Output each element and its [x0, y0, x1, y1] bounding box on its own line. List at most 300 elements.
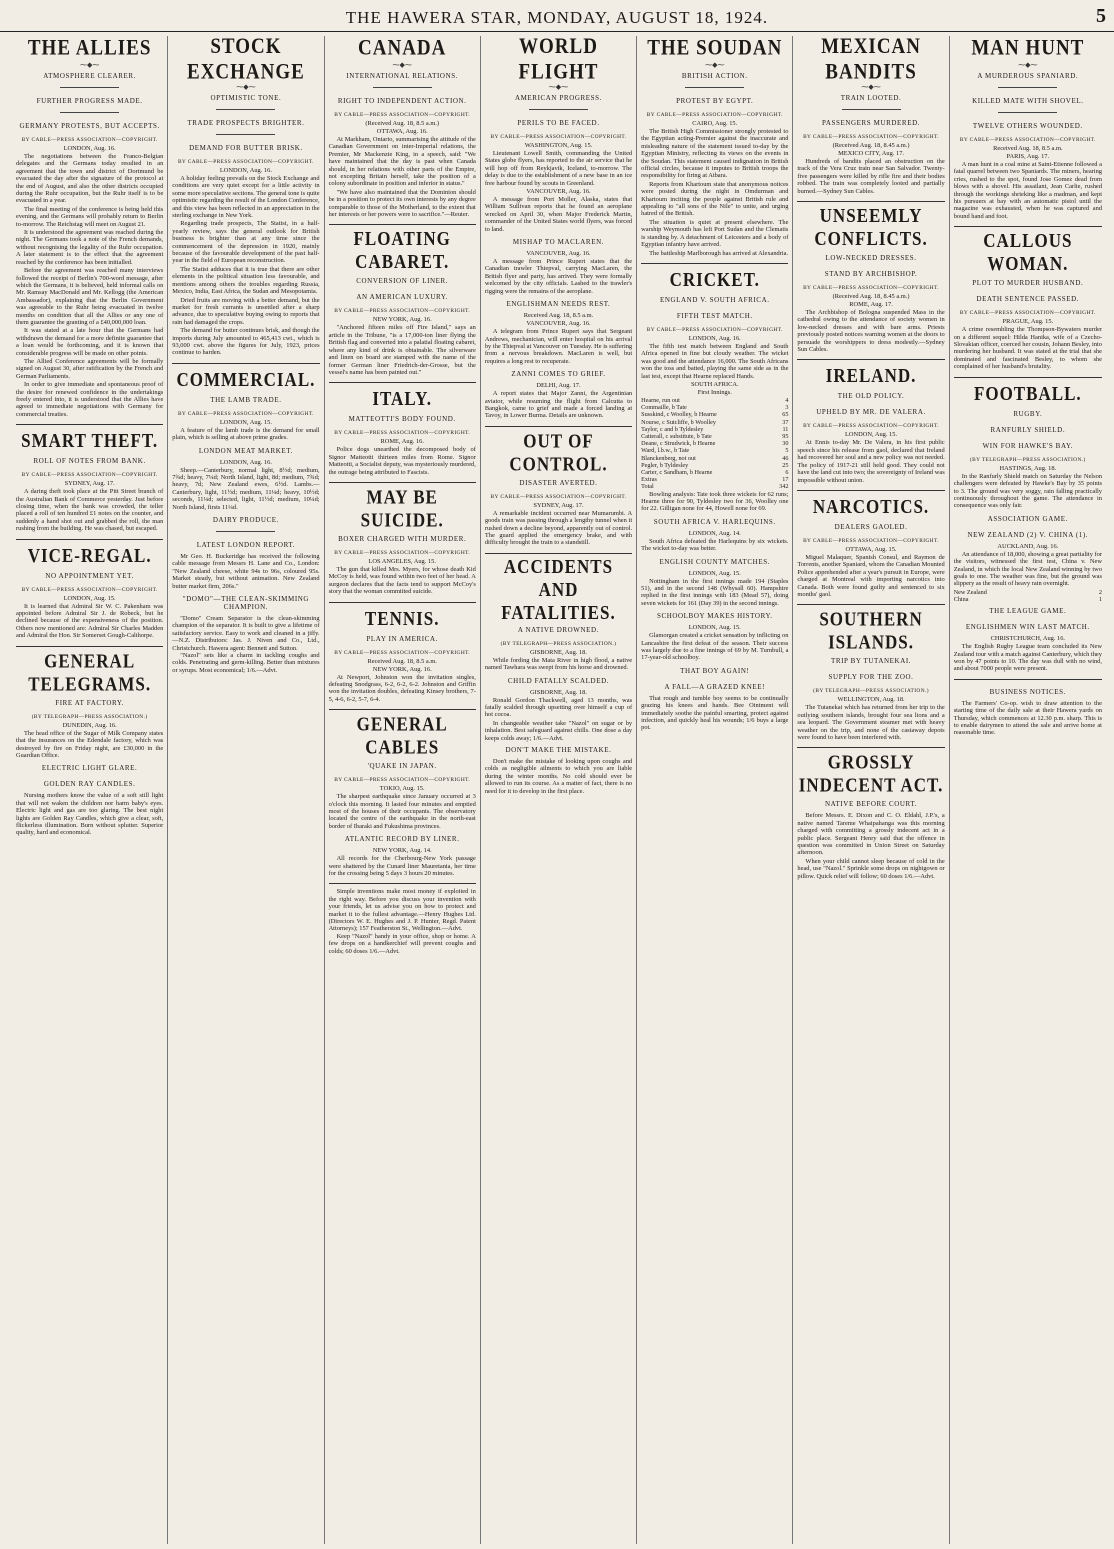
cable-line: BY CABLE—PRESS ASSOCIATION—COPYRIGHT. — [177, 410, 314, 417]
scorecard-table — [641, 397, 788, 483]
score-team: China — [953, 595, 969, 603]
paragraph: It is understood the agreement was reached during the night. The Germans took a note of the French demands, without recognising the legality of the Ruhr occupation. A later statement is to the effect that the agreement reached by the conference has been initialled. — [16, 229, 164, 266]
paragraph: A holiday feeling prevails on the Stock Exchange and conditions are very quiet except for a little activity in some more speculative sections. The general tone is quite optimistic regarding the result of the London Conference, and this view has been reflected in an appreciation in the sterling exchange in New York. — [172, 175, 320, 220]
separator — [329, 883, 476, 884]
article-headline: UNSEEMLY CONFLICTS. — [814, 205, 928, 250]
article-headline: GROSSLY INDECENT ACT. — [798, 751, 944, 797]
score-team: New Zealand — [953, 588, 987, 596]
cable-line: BY CABLE—PRESS ASSOCIATION—COPYRIGHT. — [21, 472, 158, 479]
paragraph: A message from Prince Rupert states that the Canadian trawler Thiepval, carrying MacLaren, the British flyer and party, has arrived. They were formally welcomed by the city officials. Lashed to the trawler's rigging were the remains of the aeroplane. — [484, 258, 633, 295]
batsman: Susskind, c Woolley, b Hearne — [641, 411, 717, 419]
paragraph: Glamorgan created a cricket sensation by inflicting on Lancashire the first defeat of the season. Their success was largely due to a fine innings of 69 by M. Turnbull, a 17-year-old schoolboy. — [641, 632, 789, 662]
article-headline: FLOATING CABARET. — [353, 228, 451, 274]
received-line: (Received Aug. 18, 8.45 a.m.) — [832, 293, 910, 301]
paragraph: Bowling analysis: Tate took three wickets for 62 runs; Hearne three for 90, Tyldesley two for 36, Woolley one for 22. Gilligan none for 44, Howell none for 69. — [641, 490, 789, 513]
paragraph: The English Rugby League team concluded its New Zealand tour with a match against Canterbury, which they won by 47 points to 10. The day was dull with no wind, and about 7000 people were present. — [953, 643, 1102, 673]
column-4 — [481, 36, 637, 1544]
masthead — [0, 0, 1114, 32]
separator — [954, 377, 1102, 378]
dateline: LONDON, Aug. 15. — [845, 431, 898, 439]
runs: 25 — [782, 461, 789, 469]
advertisement: Don't make the mistake of looking upon coughs and colds as negligible ailments to which you are liable during the winter months. No cold should ever be allowed to run its course. As a matter of fact, there is no need for it to develop in the first place. — [484, 758, 633, 795]
paragraph: Reports from Khartoum state that anonymous notices were posted during the night in Omdurman and Khartoum inciting the people against British rule and appealing to "all sons of the Nile" to unite, and urging hatred of the British. — [641, 180, 789, 218]
article-headline: GENERAL CABLES — [356, 713, 448, 759]
subheading: FIFTH TEST MATCH. — [676, 311, 753, 320]
paragraph: Nottingham in the first innings made 194 (Staples 51), and in the second 148 (Whysall 60). Hampshire replied in the first innings with 183 (Mead 57), doing seven wickets for 161 (Day 39) in the second innings. — [641, 577, 789, 607]
scorecard-row — [641, 411, 788, 418]
subheading: SCHOOLBOY MAKES HISTORY. — [656, 612, 773, 621]
subheading: NEW ZEALAND (2) V. CHINA (1). — [967, 530, 1089, 539]
subheading: NO APPOINTMENT YET. — [45, 571, 134, 580]
ad-heading: GOLDEN RAY CANDLES. — [43, 780, 136, 789]
subheading: THE LAMB TRADE. — [210, 395, 282, 404]
dateline: LOS ANGELES, Aug. 15. — [368, 557, 436, 565]
advertisement: Nursing mothers know the value of a soft still light that will not waken the children nor harm baby's eyes. Electric light and gas are too glaring. The best night lights are Golden Ray Candles, which give a clear, soft, flickerless illumination. Burn without splutter. Superior quality, hard and economical. — [16, 792, 164, 837]
subheading: GERMANY PROTESTS, BUT ACCEPTS. — [19, 122, 160, 130]
subheading: DEMAND FOR BUTTER BRISK. — [189, 144, 303, 152]
cable-line: BY CABLE—PRESS ASSOCIATION—COPYRIGHT. — [490, 134, 627, 140]
scorecard-row — [641, 426, 788, 433]
total-value: 342 — [779, 483, 789, 491]
subheading: TWELVE OTHERS WOUNDED. — [972, 122, 1083, 130]
paragraph: A telegram from Prince Rupert says that Sergeant Andrews, mechanician, will enter hospital on his arrival by the Thiepval at Vancouver on Tuesday. He is suffering from a nervous breakdown. MacLaren is well, but requires a long rest to recuperate. — [484, 328, 633, 365]
dateline: VANCOUVER, Aug. 16. — [526, 188, 591, 196]
ornament: ⁓◆⁓ — [1018, 61, 1038, 69]
subheading: WIN FOR HAWKE'S BAY. — [982, 441, 1074, 450]
paragraph: Regarding trade prospects, The Statist, in a half-yearly review, says the general outlook for British business is brighter than at any time since the commencement of the depression in 1920, mainly because of the favourable development of the past half-year in the field of European reconstruction. — [172, 220, 320, 265]
subheading: TRIP BY TUTANEKAI. — [830, 657, 912, 666]
subheading: THE OLD POLICY. — [837, 392, 905, 401]
paragraph: The negotiations between the Franco-Belgian delegates and the Germans today resulted in an agreement that the town and district of Dortmund be evacuated the day after the signature of the protocol at the end of August, and also the other districts occupied during the Ruhr occupation, but the Ruhr itself is to be evacuated in a year. — [16, 153, 164, 205]
article-headline: CANADA — [358, 36, 447, 61]
received-line: Received Aug. 18, 8.5 a.m. — [523, 312, 594, 320]
subheading: ROLL OF NOTES FROM BANK. — [33, 457, 146, 466]
rule — [60, 112, 119, 113]
paragraph: It was stated at a late hour that the Germans had withdrawn the demand for a more definite guarantee that a loan would be forthcoming, and it is known that considerable progress will be made on other points. — [16, 327, 164, 357]
subheading: DEATH SENTENCE PASSED. — [976, 295, 1080, 304]
rule — [60, 87, 119, 88]
cable-line: BY CABLE—PRESS ASSOCIATION—COPYRIGHT. — [803, 134, 940, 140]
cable-line: (BY TELEGRAPH—PRESS ASSOCIATION.) — [31, 713, 148, 720]
advertisement: Keep "Nazol" handy in your office, shop or home. A few drops on a handkerchief will prevent coughs and colds; 60 doses 1/6.—Advt. — [328, 932, 476, 955]
separator — [641, 263, 788, 264]
scorecard-row — [641, 469, 788, 476]
article-headline: OUT OF CONTROL. — [509, 429, 608, 475]
column-7 — [950, 36, 1106, 1544]
rule — [998, 87, 1057, 88]
paragraph: A crime resembling the Thompson-Bywaters murder on a different sequel: Hilda Hanika, wife of a Czecho-Slovakian officer, coerced her cousin, Johann Besley, into murdering her husband. It was stated at the trial that she dominated and fascinated Besley, to whom she complained of her husband's brutality. — [953, 326, 1102, 371]
paragraph: A feature of the lamb trade is the demand for small plain, which is selling at above prime grades. — [172, 426, 320, 442]
subheading: FIRE AT FACTORY. — [55, 698, 125, 707]
scorecard-subtitle: First Innings. — [697, 388, 732, 396]
subheading: PLAY IN AMERICA. — [366, 634, 438, 643]
subheading: INTERNATIONAL RELATIONS. — [346, 72, 459, 80]
runs: 46 — [782, 454, 789, 462]
paragraph: All records for the Cherbourg-New York passage were shattered by the Cunard liner Mauretania, her time for the crossing being 5 days 3 hours 20 minutes. — [328, 855, 476, 878]
ad-heading: DON'T MAKE THE MISTAKE. — [505, 746, 612, 755]
batsman: Carter, c Sandham, b Hearne — [641, 468, 713, 476]
scorecard-row — [641, 419, 788, 426]
paragraph: At Markham, Ontario, summarising the attitude of the Canadian Government on inter-Imperial relations, the Premier, Mr Mackenzie King, in a speech, said: "We have maintained that the day is past when Canada should, in her relations with other parts of the Empire, not excepting Britain herself, take the position of a colony subordinate in position and inferior in status." — [328, 136, 476, 188]
column-2 — [168, 36, 324, 1544]
score-value: 2 — [1098, 588, 1102, 596]
scorecard-row — [641, 404, 788, 411]
subheading: UPHELD BY MR. DE VALERA. — [816, 408, 926, 417]
subheading: PASSENGERS MURDERED. — [821, 119, 921, 127]
cable-line: BY CABLE—PRESS ASSOCIATION—COPYRIGHT. — [334, 649, 471, 656]
cable-line: BY CABLE—PRESS ASSOCIATION—COPYRIGHT. — [959, 137, 1096, 143]
subheading: LATEST LONDON REPORT. — [196, 541, 296, 549]
advertisement: "Nazol" sets like a charm in tackling coughs and colds. Penetrating and germ-killing. Better than mixtures or syrups. Most economical; 1/6.—Advt. — [172, 652, 320, 674]
dateline: VANCOUVER, Aug. 16. — [526, 320, 591, 328]
paragraph: At Newport, Johnston won the invitation singles, defeating Snodgrass, 6-2, 6-2, 6-2. Johnston and Griffin won the invitation doubles, defeating Kinsey brothers, 7-5, 4-6, 6-2, 5-7, 6-4. — [328, 673, 476, 703]
received-line: Received Aug. 18, 8.5 a.m. — [367, 657, 437, 665]
subheading: AMERICAN PROGRESS. — [514, 94, 602, 102]
subheading: FURTHER PROGRESS MADE. — [36, 97, 143, 105]
cable-line: BY CABLE—PRESS ASSOCIATION—COPYRIGHT. — [803, 537, 940, 544]
dateline: CAIRO, Aug. 15. — [692, 120, 738, 127]
dateline: GISBORNE, Aug. 18. — [529, 688, 587, 696]
paragraph: A remarkable incident occurred near Mumarumbi. A goods train was passing through a lengthy tunnel when it rushed down a decline beyond, apparently out of control. The guard applied the emergency brake, and with difficulty brought the train to a standstill. — [484, 509, 633, 547]
scorecard-row — [641, 433, 788, 440]
separator — [172, 363, 319, 364]
cable-line: BY CABLE—PRESS ASSOCIATION—COPYRIGHT. — [334, 549, 471, 556]
dateline: LONDON, Aug. 16. — [63, 145, 116, 152]
article-headline: GENERAL TELEGRAMS. — [28, 649, 152, 695]
subheading: A MURDEROUS SPANIARD. — [977, 72, 1079, 80]
paragraph: The gun that killed Mrs. Myers, for whose death Kid McCoy is held, was found within two feet of her head. A surgeon declares that the facts tend to support McCoy's story that the woman committed suicide. — [328, 565, 476, 596]
dateline: WELLINGTON, Aug. 18. — [837, 696, 905, 704]
ornament: ⁓◆⁓ — [79, 61, 100, 69]
scorecard-title: SOUTH AFRICA. — [690, 380, 739, 388]
cable-line: BY CABLE—PRESS ASSOCIATION—COPYRIGHT. — [490, 493, 627, 500]
batsman: Commaille, b Tate — [641, 404, 687, 412]
subheading: TRADE PROSPECTS BRIGHTER. — [187, 119, 305, 127]
paragraph: The British High Commissioner strongly protested to the Egyptian acting-Premier against the inaccurate and misleading nature of the statement issued to-day by the Egyptian Ministry, reflecting its views on the events in the Soudan. This statement caused indignation in British official circles, because it imputes to British troops the responsibility for firing at Atbara. — [641, 128, 789, 180]
paragraph: The fifth test match between England and South Africa opened in fine but cloudy weather. The wicket was good and the attendance 16,000. The South Africans won the toss and batted, playing the same side as in the last test, except that Hearne replaced Hands. — [641, 342, 789, 380]
article-headline: VICE-REGAL. — [27, 544, 152, 567]
dateline: DELHI, Aug. 17. — [536, 382, 581, 390]
ornament: ⁓◆⁓ — [548, 83, 569, 91]
article-headline: TENNIS. — [364, 607, 440, 629]
batsman: Hearne, run out — [641, 396, 680, 404]
dateline: NEW YORK, Aug. 16. — [372, 316, 432, 324]
separator — [485, 426, 632, 427]
newspaper-title: THE HAWERA STAR, MONDAY, AUGUST 18, 1924. — [345, 8, 769, 27]
dateline: CHRISTCHURCH, Aug. 16. — [990, 635, 1066, 643]
cable-line: BY CABLE—PRESS ASSOCIATION—COPYRIGHT. — [646, 112, 783, 118]
dateline: LONDON, Aug. 15. — [219, 418, 272, 426]
batsman: Nourse, c Sutcliffe, b Woolley — [641, 418, 717, 426]
dateline: NEW YORK, Aug. 16. — [372, 665, 432, 673]
runs: 5 — [785, 447, 789, 455]
paragraph: The situation is quiet at present elsewhere. The warship Weymouth has left Port Sudan and the Clematis is standing by. A detachment of Leicesters and a body of Egyptian infantry have arrived. — [641, 218, 789, 249]
dateline: ROME, Aug. 16. — [380, 438, 424, 446]
scorecard-row — [641, 447, 788, 454]
scorecard-total — [641, 483, 788, 490]
subheading: THE LEAGUE GAME. — [989, 607, 1067, 616]
runs: 65 — [782, 411, 789, 419]
batsman: Catterall, c substitute, b Tate — [641, 432, 712, 440]
column-3 — [325, 36, 481, 1544]
dateline: ROME, Aug. 17. — [849, 301, 893, 309]
dateline: LONDON, Aug. 15. — [688, 624, 741, 632]
subheading: PROTEST BY EGYPT. — [676, 97, 754, 105]
paragraph: A message from Port Moller, Alaska, states that William Sullivan reports that he found an aeroplane wrecked on April 30, when Major Frederick Martin, commander of the United States world flyers, was forced to land. — [484, 196, 633, 233]
cable-line: (BY TELEGRAPH—PRESS ASSOCIATION.) — [500, 640, 617, 647]
dateline: GISBORNE, Aug. 18. — [529, 648, 587, 656]
subheading: PLOT TO MURDER HUSBAND. — [972, 279, 1084, 288]
dateline: MEXICO CITY, Aug. 17. — [838, 150, 904, 157]
rule — [216, 109, 275, 110]
paragraph: "Anchored fifteen miles off Fire Island," says an article in the Tribune, "is a 17,000-ton liner flying the British flag and converted into a palatial floating cabaret, where any kind of drink is obtainable. The silverware and linen on board are stamped with the name of the former German liner Friedrich-der-Grosse, but the vessel's name has been painted out." — [328, 324, 476, 376]
article-headline: WORLD FLIGHT — [518, 36, 599, 85]
dateline: NEW YORK, Aug. 14. — [372, 847, 432, 855]
scorecard-row — [641, 462, 788, 469]
cable-line: BY CABLE—PRESS ASSOCIATION—COPYRIGHT. — [334, 308, 471, 315]
paragraph: The Allied Conference agreements will be formally signed on August 30, after ratification by the French and German Parliaments. — [16, 357, 164, 380]
dateline: SYDNEY, Aug. 17. — [533, 501, 584, 509]
dateline: VANCOUVER, Aug. 16. — [526, 250, 591, 258]
scorecard-row — [641, 455, 788, 462]
article-headline: MAN HUNT — [971, 36, 1085, 61]
dateline: PARIS, Aug. 17. — [1006, 153, 1050, 160]
paragraph: Miguel Malaquer, Spanish Consul, and Raymon de Torrents, another Spaniard, whom the Canadian Mounted Police apprehended after a year's pursuit in Europe, were charged at Montreal with importing narcotics into Canada. Both were found guilty and sentenced to six months' gaol. — [797, 553, 945, 598]
paragraph: It is learned that Admiral Sir W. C. Pakenham was appointed before Admiral Sir J. de Robeck, but he declined because of the expensiveness of the position. Others now mentioned are: Admiral Sir Charles Madden and Admiral the Hon. Sir Somerset Gough-Calthorpe. — [16, 602, 164, 640]
batsman: Blanckenberg, not out — [641, 454, 696, 462]
column-6 — [793, 36, 949, 1544]
separator — [329, 382, 476, 383]
dateline: TOKIO, Aug. 15. — [379, 785, 425, 793]
subheading: A NATIVE DROWNED. — [517, 625, 600, 634]
ornament: ⁓◆⁓ — [236, 83, 256, 91]
cable-line: BY CABLE—PRESS ASSOCIATION—COPYRIGHT. — [177, 159, 314, 165]
subheading: RIGHT TO INDEPENDENT ACTION. — [337, 97, 467, 105]
cable-line: BY CABLE—PRESS ASSOCIATION—COPYRIGHT. — [803, 285, 940, 292]
dateline: OTTAWA, Aug. 16. — [376, 128, 428, 135]
paragraph: "We have also maintained that the Dominion should be in a position to protect its own interests by any degree comparable to those of the Motherland, to the extent that her interests or her powers were to sacrifice."—Reuter. — [328, 188, 476, 219]
dateline: LONDON, Aug. 16. — [688, 334, 741, 342]
ad-heading: "DOMO"—THE CLEAN-SKIMMING CHAMPION. — [182, 595, 310, 612]
separator — [329, 602, 476, 603]
subheading: 'QUAKE IN JAPAN. — [367, 762, 437, 771]
paragraph: The final meeting of the conference is being held this evening, and the Germans will probably return to Berlin to-morrow. The Reichstag will meet on August 21. — [16, 205, 164, 228]
ad-heading: A FALL—A GRAZED KNEE! — [664, 682, 766, 691]
advertisement: When your child cannot sleep because of cold in the head, use "Nazol." Sprinkle some drops on nightgown or pillow. Quick relief will follow; 60 doses 1/6.—Advt. — [797, 857, 945, 880]
runs: 17 — [782, 476, 789, 484]
paragraph: An attendance of 18,000, showing a great partiality for the visitors, witnessed the first test, China v. New Zealand, in which the local New Zealand winning by two goals to one. The weather was fine, but the ground was slippery as the result of heavy rain overnight. — [953, 550, 1102, 588]
subheading: ENGLISHMAN NEEDS REST. — [506, 300, 611, 309]
ornament: ⁓◆⁓ — [705, 61, 725, 69]
dateline: LONDON, Aug. 14. — [688, 529, 741, 537]
paragraph: In the Ranfurly Shield match on Saturday the Nelson challengers were defeated by Hawke's Bay by 35 points to 3. The ground was very soggy, rain falling practically continuously throughout the game. The attendance in consequence was only fair. — [953, 472, 1102, 510]
total-label: Total — [641, 483, 654, 491]
subheading: DEALERS GAOLED. — [834, 522, 908, 531]
article-headline: NARCOTICS. — [812, 495, 930, 518]
score-table — [954, 589, 1102, 603]
ornament: ⁓◆⁓ — [861, 83, 881, 91]
rule — [998, 112, 1057, 113]
advertisement: Simple inventions make most money if exploited in the right way. Before you discuss your invention with your friends, let us advise you on how to protect and market it to the fullest advantage.—Henry Hughes Ltd. (Directors W. E. Hughes and J. P. Hunter, Regd. Patent Attorneys); 157 Featherston St., Wellington.—Advt. — [328, 888, 476, 933]
paragraph: While fording the Mata River in high flood, a native named Tawhara was swept from his horse and drowned. — [484, 656, 633, 672]
batsman: Deane, c Strudwick, b Hearne — [641, 440, 716, 448]
ad-heading: ELECTRIC LIGHT GLARE. — [41, 764, 138, 773]
batsman: Ward, l.b.w., b Tate — [641, 447, 690, 455]
scorecard-row — [641, 440, 788, 447]
paragraph: A report states that Major Zanni, the Argentinian aviator, while resuming the flight from Calcutta to Bangkok, came to grief and made a forced landing at Tavoy, in Lower Burma. Details are unknown. — [484, 390, 633, 420]
scorecard-row — [641, 397, 788, 404]
article-headline: CRICKET. — [669, 268, 760, 291]
subheading: STAND BY ARCHBISHOP. — [824, 270, 918, 279]
cable-line: BY CABLE—PRESS ASSOCIATION—COPYRIGHT. — [334, 430, 471, 437]
cable-line: BY CABLE—PRESS ASSOCIATION—COPYRIGHT. — [959, 310, 1096, 317]
received-line: (Received Aug. 18, 8.5 a.m.) — [365, 120, 440, 127]
subheading: ASSOCIATION GAME. — [987, 514, 1068, 523]
paragraph: South Africa defeated the Harlequins by six wickets. The wicket to-day was better. — [641, 537, 789, 553]
dateline: SYDNEY, Aug. 17. — [64, 480, 115, 488]
runs: 3 — [785, 404, 789, 412]
cable-line: BY CABLE—PRESS ASSOCIATION—COPYRIGHT. — [334, 112, 471, 118]
paragraph: The demand for butter continues brisk, and though the imports during July amounted to 465,413 cwt., which is 93,000 cwt. above the figures for July, 1923, prices continue to harden. — [172, 327, 320, 357]
article-headline: MAY BE SUICIDE. — [360, 485, 444, 531]
subheading: SOUTH AFRICA V. HARLEQUINS. — [653, 517, 776, 526]
score-value: 1 — [1098, 595, 1102, 603]
cable-line: (BY TELEGRAPH—PRESS ASSOCIATION.) — [969, 456, 1086, 463]
paragraph: At Ennis to-day Mr. De Valera, in his first public speech since his release from gaol, declared that Ireland had recovered her soul and a new policy was not needed. The policy of 1917-21 still held good. They could not have the land cut into two; the sovereignty of Ireland was impossible without union. — [797, 439, 945, 484]
subheading: TRAIN LOOTED. — [840, 94, 902, 102]
paragraph: Before Messrs. E. Dixon and C. O. Eldahl, J.P.'s, a native named Tareme Whaipahanga was this morning charged with committing a grossly indecent act in a public place. Sergeant Henry said that the offence in question was committed in Union Street on Saturday afternoon. — [797, 812, 945, 857]
article-headline: ACCIDENTS AND FATALITIES. — [501, 555, 616, 624]
dateline: HASTINGS, Aug. 18. — [999, 464, 1057, 472]
runs: 95 — [782, 432, 789, 440]
rule — [216, 134, 275, 135]
separator — [16, 539, 163, 540]
paragraph: A daring theft took place at the Pitt Street branch of the Australian Bank of Commerce yesterday. Just before closing time, when the bank was crowded, the teller placed a roll of ten hundred £1 notes on the counter, and suddenly a hand shot out and grabbed the roll, the man rushing from the building. He was chased, but escaped. — [16, 488, 164, 533]
batsman: Pegler, b Tyldesley — [641, 461, 689, 469]
rule — [529, 109, 588, 110]
batsman: Taylor, c and b Tyldesley — [641, 425, 704, 433]
separator — [16, 646, 163, 647]
subheading: RANFURLY SHIELD. — [990, 425, 1066, 434]
paragraph: Sheep.—Canterbury, normal light, 8½d; medium, 7¾d; heavy, 7¼d; North Island, light, 8d; medium, 7¾d; heavy, 7d; New Zealand ewes, 6½d. Lambs.—Canterbury, light, 11½d; medium, 11¼d; heavy, 10½d; seconds, 11¼d; selected, light, 11½d; medium, 10¼d; North Island, firsts 11¼d. — [172, 466, 320, 511]
advertisement: "Domo" Cream Separator is the clean-skimming champion of the separator. It is built to give a lifetime of satisfactory service. Easy to work and cleaned in a jiffy.—N.Z. Distributors: Jas. J. Niven and Co., Ltd., Christchurch. Hawera agent: Bennett and Sutton. — [172, 615, 320, 652]
page-number: 5 — [1096, 5, 1106, 27]
cable-line: BY CABLE—PRESS ASSOCIATION—COPYRIGHT. — [21, 586, 158, 593]
cable-line: BY CABLE—PRESS ASSOCIATION—COPYRIGHT. — [646, 326, 783, 333]
subheading: SUPPLY FOR THE ZOO. — [828, 673, 914, 682]
subheading: ENGLISHMEN WIN LAST MATCH. — [965, 623, 1090, 632]
subheading: NATIVE BEFORE COURT. — [824, 800, 918, 809]
dateline: LONDON, Aug. 16. — [219, 458, 272, 466]
advertisement: In changeable weather take "Nazol" on sugar or by inhalation. Best safeguard against chills. One dose a day keeps colds away; 1/6.—Advt. — [484, 719, 633, 742]
subheading: PERILS TO BE FACED. — [517, 119, 600, 127]
rule — [685, 87, 744, 88]
subheading: LOW-NECKED DRESSES. — [825, 254, 917, 263]
separator — [797, 490, 944, 491]
article-headline: COMMERCIAL. — [176, 368, 316, 391]
paragraph: A man hunt in a coal mine at Saint-Etienne followed a fatal quarrel between two Spaniards. The miners, hearing cries, rushed to the spot, found Jose Gomez dead from blows with a shovel. His assailant, Jean Carlie, rushed through the workings shrieking like a madman, and kept his pursuers at bay with an automatic pistol until the magazine was exhausted, when he was captured and bound hand and foot. — [953, 161, 1102, 220]
subheading: CHILD FATALLY SCALDED. — [507, 676, 610, 685]
subheading: BUSINESS NOTICES. — [989, 687, 1066, 696]
article-headline: CALLOUS WOMAN. — [983, 230, 1073, 276]
article-headline: SOUTHERN ISLANDS. — [819, 608, 923, 654]
subheading: BRITISH ACTION. — [681, 72, 748, 80]
received-line: (Received Aug. 18, 8.45 a.m.) — [832, 142, 910, 149]
paragraph: The Tutanekai which has returned from her trip to the outlying southern islands, brought four sea lions and a sea leopard. The Government steamer met with heavy weather on the trip, and none of the castaway depots were found to have been interfered with. — [797, 704, 945, 741]
paragraph: The Archbishop of Bologna suspended Mass in the cathedral owing to the attendance of society women in low-necked dresses and with bare arms. Priests previously posted notices warning women at the doors to persuade the worshippers to dress modestly.—Sydney Sun Cables. — [797, 309, 945, 354]
paragraph: Dried fruits are moving with a better demand, but the market for fresh currants is unsettled after a sharp advance, due to speculative buying owing to reports that rain had damaged the crops. — [172, 296, 320, 326]
paragraph: Ronald Gordon Thackwell, aged 13 months, was fatally scalded through upsetting over himself a cup of hot cocoa. — [484, 696, 633, 719]
article-headline: MEXICAN BANDITS — [821, 36, 921, 85]
subheading: ZANNI COMES TO GRIEF. — [511, 370, 606, 379]
subheading: ATMOSPHERE CLEARER. — [43, 72, 136, 80]
dateline: OTTAWA, Aug. 15. — [845, 545, 897, 553]
paragraph: The sharpest earthquake since January occurred at 3 o'clock this morning. It lasted four minutes and emptied most of the houses of their occupants. The observatory located the centre of the earthquake in the north-east border of Ibaraki and Fukushima provinces. — [328, 793, 476, 830]
subheading: DAIRY PRODUCE. — [212, 516, 279, 524]
newspaper-page — [12, 36, 1106, 1544]
rule — [373, 87, 432, 88]
paragraph: Lieutenant Lowell Smith, commanding the United States globe flyers, has reported to the air service that he will hop off from Reykjavik, Iceland, to-morrow. The delay is due to the establishment of a new base in an ice free harbour found by scouts in Greenland. — [484, 150, 633, 187]
ornament: ⁓◆⁓ — [392, 61, 412, 69]
paragraph: The Statist adduces that it is true that there are other elements in the political situation less favourable, and mentions among others the troubles regarding Russia, Mexico, India, East Africa, the Sudan and Mesopotamia. — [172, 265, 320, 296]
received-line: Received Aug. 18, 8.5 a.m. — [993, 145, 1063, 152]
subheading: MISHAP TO MACLAREN. — [512, 238, 605, 247]
article-headline: THE SOUDAN — [647, 36, 783, 61]
paragraph: In order to give immediate and spontaneous proof of the desire for renewed confidence in the undertakings freely entered into, it is understood that the Allies have agreed to immediate negotiations with Germany for commercial treaties. — [16, 381, 164, 418]
article-headline: SMART THEFT. — [21, 429, 159, 452]
subheading: ATLANTIC RECORD BY LINER. — [344, 835, 460, 844]
dateline: DUNEDIN, Aug. 16. — [62, 721, 117, 729]
dateline: PRAGUE, Aug. 15. — [1002, 318, 1054, 326]
subheading: BOXER CHARGED WITH MURDER. — [338, 534, 467, 543]
ad-heading: THAT BOY AGAIN! — [680, 666, 750, 675]
dateline: AUCKLAND, Aug. 16. — [997, 542, 1059, 550]
paragraph: The head office of the Sugar of Milk Company states that the insurances on the Edendale factory, which was destroyed by fire on Friday night, are £30,000 in the Guardian Office. — [16, 729, 164, 759]
article-headline: STOCK EXCHANGE — [187, 36, 305, 85]
separator — [954, 679, 1102, 680]
cable-line: BY CABLE—PRESS ASSOCIATION—COPYRIGHT. — [803, 423, 940, 430]
separator — [797, 359, 944, 360]
column-1 — [12, 36, 168, 1544]
subheading: MATTEOTTI'S BODY FOUND. — [348, 415, 456, 424]
subheading: LONDON MEAT MARKET. — [198, 446, 293, 455]
advertisement: That rough and tumble boy seems to be continually grazing his knees and hands. Bee Ointment will immediately soothe the painful smarting, protect against infection, and quickly heal his wounds; 1/6 buys a large pot. — [641, 694, 789, 732]
dateline: LONDON, Aug. 15. — [688, 569, 741, 577]
separator — [16, 424, 163, 425]
column-5 — [637, 36, 793, 1544]
subheading: KILLED MATE WITH SHOVEL. — [972, 97, 1084, 105]
paragraph: Police dogs unearthed the decomposed body of Signor Matteotti thirteen miles from Rome. Signor Matteotti, a Socialist deputy, was mysteriously murdered, the outrage being attributed to Fascists. — [328, 446, 476, 476]
dateline: WASHINGTON, Aug. 15. — [524, 142, 593, 149]
runs: 30 — [782, 440, 789, 448]
subheading: OPTIMISTIC TONE. — [210, 94, 282, 102]
subheading: ENGLAND V. SOUTH AFRICA. — [659, 295, 770, 304]
subheading: CONVERSION OF LINER. — [356, 277, 449, 286]
article-headline: IRELAND. — [825, 364, 917, 387]
rule — [216, 531, 275, 532]
rule — [842, 109, 901, 110]
subheading: RUGBY. — [1013, 409, 1043, 418]
paragraph: Hundreds of bandits placed an obstruction on the track of the Vera Cruz train near San Salvador. Twenty-five passengers were killed by rifle fire and their bodies robbed. The train was completely looted and partially burned.—Sydney Sun Cables. — [797, 158, 945, 195]
runs: 11 — [782, 425, 789, 433]
paragraph: Before the agreement was reached many interviews followed the receipt of Berlin's 700-word message, after which the Germans, it is believed, held informal calls on Mr. Ramsay MacDonald and Mr. Kellogg (the American Ambassador), explaining that the Berlin Government was agreeable to the Ruhr being evacuated in twelve months on condition that all the Allies or any one of them guarantee the granting of a £40,000,000 loan. — [16, 267, 164, 326]
article-headline: THE ALLIES — [27, 36, 152, 61]
batsman: Extras — [641, 476, 657, 484]
dateline: LONDON, Aug. 16. — [219, 167, 272, 174]
scorecard-row — [641, 476, 788, 483]
subheading: AN AMERICAN LUXURY. — [356, 293, 448, 302]
paragraph: The battleship Marlborough has arrived at Alexandria. — [649, 249, 789, 257]
